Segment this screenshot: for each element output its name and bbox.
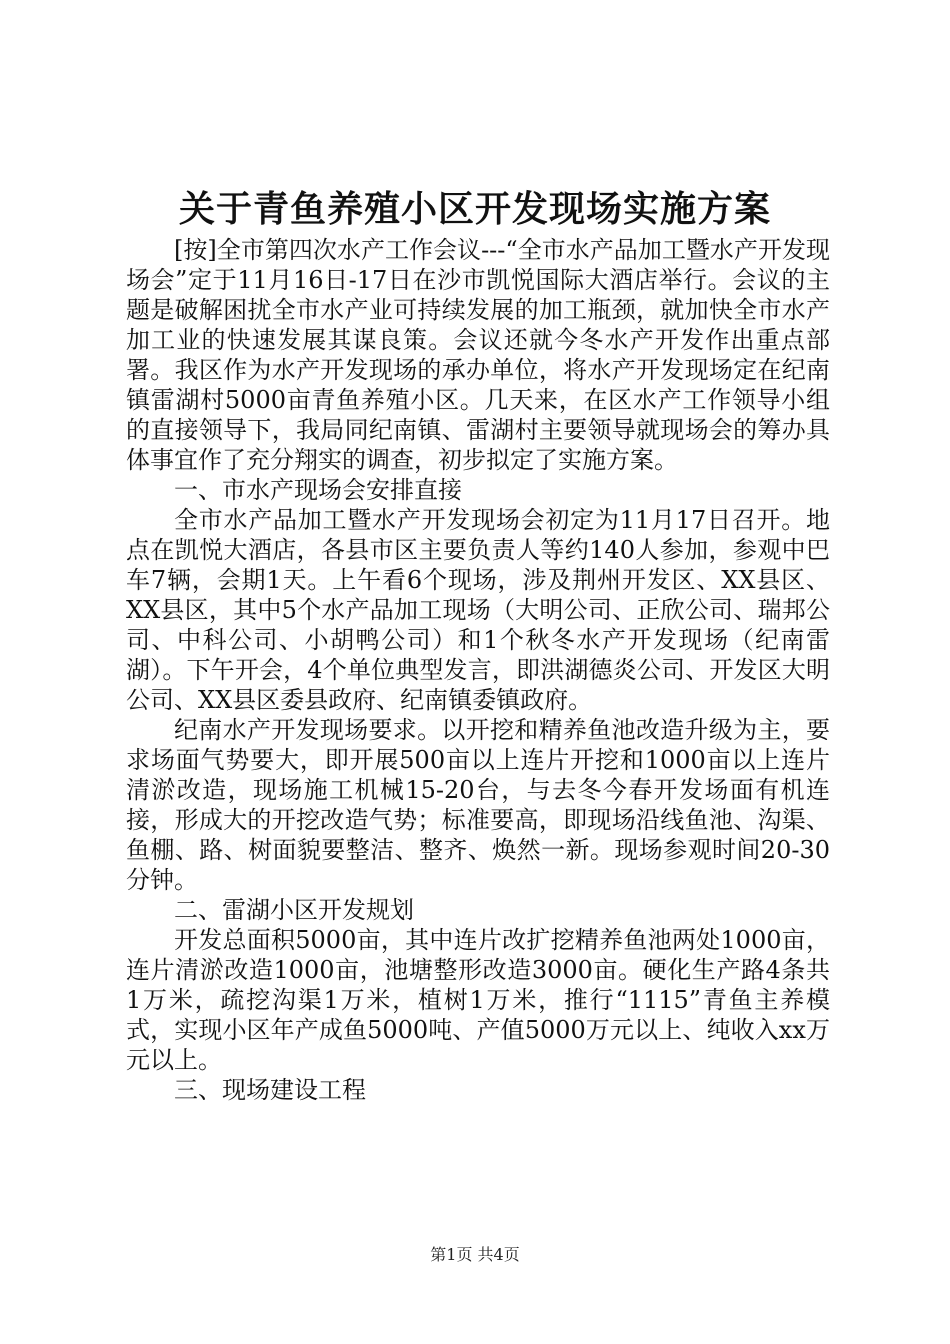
paragraph-site-requirements: 纪南水产开发现场要求。以开挖和精养鱼池改造升级为主，要求场面气势要大，即开展500亩以上连片开挖和1000亩以上连片清淤改造，现场施工机械15-20台，与去冬今春开发场面有机连接，形成大的开挖改造气势；标准要高，即现场沿线鱼池、沟渠、鱼棚、路、树面貌要整洁、整齐、焕然一新。现场参观时间20-30分钟。: [126, 716, 830, 894]
document-title: 关于青鱼养殖小区开发现场实施方案: [178, 188, 771, 230]
section-heading-2: 二、雷湖小区开发规划: [174, 896, 414, 924]
section-heading-3: 三、现场建设工程: [174, 1076, 366, 1104]
page-number-footer: 第1页 共4页: [430, 1245, 520, 1264]
document-body: [126, 235, 830, 1105]
section-heading-1: 一、市水产现场会安排直接: [174, 476, 462, 504]
paragraph-intro: [按]全市第四次水产工作会议---“全市水产品加工暨水产开发现场会”定于11月16日-17日在沙市凯悦国际大酒店举行。会议的主题是破解困扰全市水产业可持续发展的加工瓶颈，就加快全市水产加工业的快速发展其谋良策。会议还就今冬水产开发作出重点部署。我区作为水产开发现场的承办单位，将水产开发现场定在纪南镇雷湖村5000亩青鱼养殖小区。几天来，在区水产工作领导小组的直接领导下，我局同纪南镇、雷湖村主要领导就现场会的筹办具体事宜作了充分翔实的调查，初步拟定了实施方案。: [126, 236, 830, 474]
paragraph-development-plan: 开发总面积5000亩，其中连片改扩挖精养鱼池两处1000亩，连片清淤改造1000亩，池塘整形改造3000亩。硬化生产路4条共1万米，疏挖沟渠1万米，植树1万米，推行“1115”青鱼主养模式，实现小区年产成鱼5000吨、产值5000万元以上、纯收入xx万元以上。: [126, 926, 830, 1074]
paragraph-meeting-arrangement: 全市水产品加工暨水产开发现场会初定为11月17日召开。地点在凯悦大酒店，各县市区主要负责人等约140人参加，参观中巴车7辆，会期1天。上午看6个现场，涉及荆州开发区、XX县区、XX县区，其中5个水产品加工现场（大明公司、正欣公司、瑞邦公司、中科公司、小胡鸭公司）和1个秋冬水产开发现场（纪南雷湖）。下午开会，4个单位典型发言，即洪湖德炎公司、开发区大明公司、XX县区委县政府、纪南镇委镇政府。: [126, 506, 830, 714]
